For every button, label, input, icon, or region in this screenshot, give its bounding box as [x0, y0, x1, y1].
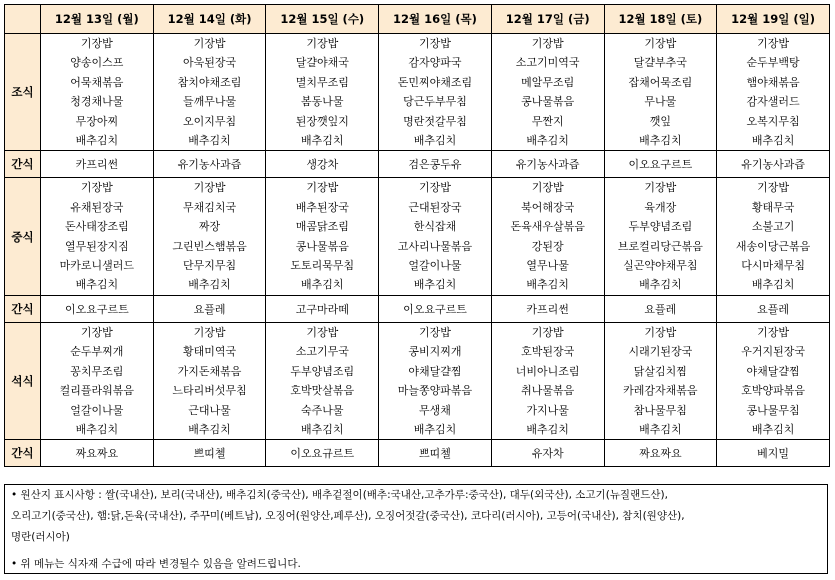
menu-item: 근대나물 [188, 403, 231, 417]
menu-item: 콩비지찌개 [408, 345, 462, 359]
menu-item: 콩나물볶음 [295, 239, 349, 253]
menu-item: 소고기무국 [295, 345, 349, 359]
menu-item: 잡채어묵조림 [628, 75, 693, 89]
menu-item: 그린빈스햄볶음 [172, 239, 247, 253]
menu-item: 북어해장국 [521, 200, 575, 214]
menu-item: 가지돈채볶음 [177, 364, 242, 378]
menu-item: 실곤약야채무침 [623, 259, 698, 273]
origin-notice-line: • 원산지 표시사항 : 쌀(국내산), 보리(국내산), 배추김치(중국산), 배추겉절이(배추:국내산,고추가루:중국산), 대두(외국산), 소고기(뉴질랜드산), [11, 489, 668, 501]
menu-item: 시래기된장국 [628, 345, 693, 359]
menu-body [5, 34, 830, 467]
origin-notice-line: 오리고기(중국산), 햄:닭,돈육(국내산), 주꾸미(베트남), 오징어(원양산,페루산), 오징어젓갈(중국산), 코다리(러시아), 고등어(국내산), 참치(원양산), [11, 510, 685, 522]
meal-cell [604, 178, 717, 295]
snack-row [5, 295, 830, 322]
meal-cell [153, 322, 266, 439]
menu-item: 느타리버섯무침 [172, 384, 247, 398]
menu-item: 배추김치 [639, 134, 682, 148]
menu-item: 기장밥 [531, 37, 564, 50]
menu-item: 강된장 [531, 239, 564, 253]
meal-cell [153, 34, 266, 151]
meal-cell [41, 34, 154, 151]
menu-item: 배추김치 [751, 278, 795, 292]
menu-item: 메알무조림 [521, 75, 575, 89]
menu-item: 매콤닭조림 [295, 220, 349, 234]
menu-item: 배추김치 [301, 278, 344, 292]
menu-item: 배추김치 [188, 134, 231, 148]
menu-item: 열무나물 [526, 259, 569, 273]
day-header: 12월 17일 (금) [491, 5, 604, 34]
snack-cell: 베지밀 [717, 440, 830, 467]
menu-item: 배추김치 [751, 422, 795, 436]
menu-item: 양송이스프 [70, 56, 124, 70]
snack-cell: 이오요규르트 [266, 440, 379, 467]
menu-item: 참치야채조림 [177, 75, 242, 89]
menu-item: 너비아니조림 [515, 364, 580, 378]
meal-cell [604, 322, 717, 439]
menu-item: 컬리플라워볶음 [59, 384, 135, 398]
snack-cell: 쁘띠첼 [153, 440, 266, 467]
menu-item: 햄야채볶음 [746, 75, 800, 89]
meal-label: 간식 [5, 440, 41, 467]
snack-cell: 유기농사과즙 [153, 151, 266, 178]
menu-item: 호박맛살볶음 [290, 384, 355, 398]
change-notice: • 위 메뉴는 식자재 수급에 따라 변경될수 있음을 알려드립니다. [11, 558, 301, 570]
snack-cell: 유기농사과즙 [717, 151, 830, 178]
snack-cell: 쁘띠첼 [379, 440, 492, 467]
menu-item: 한식잡채 [413, 220, 457, 234]
menu-item: 열무된장지짐 [64, 239, 129, 253]
menu-item: 취나물볶음 [521, 384, 575, 398]
menu-item: 기장밥 [419, 325, 451, 339]
menu-item: 소불고기 [751, 220, 795, 234]
menu-item: 배추김치 [526, 134, 569, 148]
menu-item: 순두부찌개 [70, 345, 124, 359]
menu-item: 고사리나물볶음 [397, 239, 473, 253]
meal-label: 중식 [5, 178, 41, 295]
snack-cell: 짜요짜요 [604, 440, 717, 467]
meal-label: 조식 [5, 34, 41, 151]
day-header: 12월 15일 (수) [266, 5, 379, 34]
day-header: 12월 13일 (월) [41, 5, 154, 34]
menu-item: 카레감자채볶음 [623, 384, 698, 398]
snack-cell: 유자차 [491, 440, 604, 467]
snack-cell: 이오요구르트 [379, 295, 492, 322]
menu-item: 두부양념조림 [290, 364, 355, 378]
menu-item: 야채달걀찜 [408, 364, 462, 378]
menu-item: 배추김치 [413, 422, 457, 436]
menu-item: 기장밥 [80, 181, 113, 195]
menu-item: 유채된장국 [70, 200, 124, 214]
snack-cell: 요플레 [153, 295, 266, 322]
meal-cell [41, 322, 154, 439]
menu-item: 명란젓갈무침 [403, 114, 467, 128]
menu-item: 가지나물 [526, 403, 569, 417]
menu-item: 무장아찌 [75, 114, 119, 128]
meal-cell [379, 322, 492, 439]
menu-item: 청경채나물 [70, 95, 124, 109]
snack-cell: 고구마라떼 [266, 295, 379, 322]
menu-item: 콩나물무침 [746, 403, 800, 417]
menu-item: 두부양념조림 [628, 220, 693, 234]
menu-item: 배추김치 [75, 134, 119, 148]
menu-item: 배추김치 [751, 134, 795, 148]
menu-item: 꽁치무조림 [70, 364, 124, 378]
menu-item: 오이지무침 [182, 114, 237, 128]
menu-item: 당근두부무침 [403, 95, 467, 109]
menu-item: 된장깻잎지 [295, 114, 349, 128]
menu-item: 봄동나물 [301, 95, 344, 109]
meal-cell [604, 34, 717, 151]
menu-item: 호박양파볶음 [741, 384, 805, 398]
day-header: 12월 16일 (목) [379, 5, 492, 34]
menu-item: 기장밥 [193, 181, 226, 195]
menu-item: 황태무국 [751, 200, 795, 214]
menu-item: 돈육새우살볶음 [510, 220, 585, 234]
menu-item: 기장밥 [644, 37, 677, 50]
meal-cell [379, 34, 492, 151]
menu-item: 감자양파국 [408, 56, 462, 70]
menu-item: 기장밥 [193, 37, 226, 50]
meal-label: 석식 [5, 322, 41, 439]
day-header: 12월 19일 (일) [717, 5, 830, 34]
menu-item: 돈민찌야채조림 [397, 75, 473, 89]
menu-item: 참나물무침 [633, 403, 687, 417]
meal-cell [717, 34, 830, 151]
meal-label: 간식 [5, 151, 41, 178]
menu-item: 기장밥 [193, 325, 226, 339]
meal-cell [717, 178, 830, 295]
menu-item: 배추김치 [188, 278, 231, 292]
meal-cell [491, 34, 604, 151]
menu-item: 기장밥 [644, 181, 677, 195]
menu-item: 도토리묵무침 [290, 259, 355, 273]
origin-notice-line: 명란(러시아) [11, 531, 70, 543]
snack-cell: 요플레 [717, 295, 830, 322]
menu-item: 무나물 [644, 95, 677, 109]
meal-cell [41, 178, 154, 295]
menu-item: 기장밥 [306, 325, 339, 339]
menu-item: 마늘쫑양파볶음 [397, 384, 473, 398]
menu-item: 닭살김치찜 [633, 364, 687, 378]
snack-cell: 요플레 [604, 295, 717, 322]
menu-item: 콩나물볶음 [521, 95, 575, 109]
menu-item: 근대된장국 [408, 200, 462, 214]
menu-item: 얼갈이나물 [408, 259, 462, 273]
menu-item: 무짠지 [531, 114, 564, 128]
meal-cell [379, 178, 492, 295]
menu-item: 감자샐러드 [746, 95, 800, 109]
snack-cell: 이오요구르트 [604, 151, 717, 178]
menu-item: 배추김치 [75, 278, 119, 292]
day-header: 12월 18일 (토) [604, 5, 717, 34]
menu-item: 순두부백탕 [746, 56, 800, 70]
menu-item: 브로컬리당근볶음 [617, 239, 703, 253]
menu-item: 배추김치 [75, 422, 119, 436]
meal-cell [717, 322, 830, 439]
menu-item: 기장밥 [757, 325, 790, 339]
menu-item: 기장밥 [531, 325, 564, 339]
menu-item: 배추김치 [639, 422, 682, 436]
meal-cell [491, 178, 604, 295]
meal-label: 간식 [5, 295, 41, 322]
snack-cell: 카프리썬 [491, 295, 604, 322]
menu-item: 숙주나물 [301, 403, 344, 417]
menu-item: 멸치무조림 [295, 75, 349, 89]
menu-item: 야채달걀찜 [746, 364, 800, 378]
header-corner [5, 5, 41, 34]
snack-cell: 이오요구르트 [41, 295, 154, 322]
snack-cell: 유기농사과즙 [491, 151, 604, 178]
snack-row [5, 440, 830, 467]
menu-item: 황태미역국 [182, 345, 237, 359]
menu-item: 기장밥 [757, 181, 790, 195]
menu-item: 어묵채볶음 [70, 75, 124, 89]
menu-item: 기장밥 [80, 325, 113, 339]
menu-item: 배추김치 [639, 278, 682, 292]
menu-item: 배추김치 [413, 278, 457, 292]
menu-item: 육개장 [644, 200, 677, 214]
menu-item: 기장밥 [419, 181, 451, 195]
menu-item: 무채김치국 [182, 200, 237, 214]
menu-item: 우거지된장국 [741, 345, 805, 359]
menu-item: 기장밥 [757, 37, 790, 50]
menu-item: 얼갈이나물 [70, 403, 124, 417]
menu-item: 기장밥 [306, 37, 339, 50]
menu-item: 기장밥 [644, 325, 677, 339]
menu-item: 기장밥 [419, 37, 451, 50]
snack-cell: 짜요짜요 [41, 440, 154, 467]
day-header: 12월 14일 (화) [153, 5, 266, 34]
menu-item: 새송이당근볶음 [735, 239, 811, 253]
menu-item: 들깨무나물 [182, 95, 237, 109]
meal-row [5, 178, 830, 295]
meal-cell [266, 322, 379, 439]
header-row [5, 5, 830, 34]
menu-item: 배추김치 [188, 422, 231, 436]
snack-cell: 카프리썬 [41, 151, 154, 178]
menu-item: 무생채 [419, 403, 451, 417]
menu-item: 달걀야채국 [295, 56, 349, 70]
menu-item: 소고기미역국 [515, 56, 580, 70]
menu-item: 배추김치 [526, 278, 569, 292]
menu-item: 오복지무침 [746, 114, 800, 128]
meal-cell [266, 34, 379, 151]
menu-item: 짜장 [198, 220, 221, 234]
menu-item: 배추김치 [301, 422, 344, 436]
notes-box [4, 484, 828, 574]
menu-item: 기장밥 [80, 37, 113, 50]
menu-item: 아욱된장국 [182, 56, 237, 70]
menu-item: 배추김치 [413, 134, 457, 148]
menu-item: 돈사태장조림 [64, 220, 129, 234]
meal-row [5, 322, 830, 439]
snack-cell: 검은콩두유 [379, 151, 492, 178]
menu-item: 배추김치 [301, 134, 344, 148]
menu-item: 달걀부추국 [633, 56, 687, 70]
menu-item: 배추김치 [526, 422, 569, 436]
menu-item: 깻잎 [649, 114, 671, 128]
meal-cell [491, 322, 604, 439]
weekly-menu-table [4, 4, 830, 467]
menu-item: 다시마채무침 [741, 259, 805, 273]
menu-item: 배추된장국 [295, 200, 349, 214]
meal-row [5, 34, 830, 151]
snack-row [5, 151, 830, 178]
menu-item: 기장밥 [306, 181, 339, 195]
meal-cell [153, 178, 266, 295]
menu-item: 기장밥 [531, 181, 564, 195]
snack-cell: 생강차 [266, 151, 379, 178]
meal-cell [266, 178, 379, 295]
menu-item: 단무지무침 [182, 259, 237, 273]
menu-item: 호박된장국 [521, 345, 575, 359]
menu-item: 마카로니샐러드 [59, 259, 135, 273]
